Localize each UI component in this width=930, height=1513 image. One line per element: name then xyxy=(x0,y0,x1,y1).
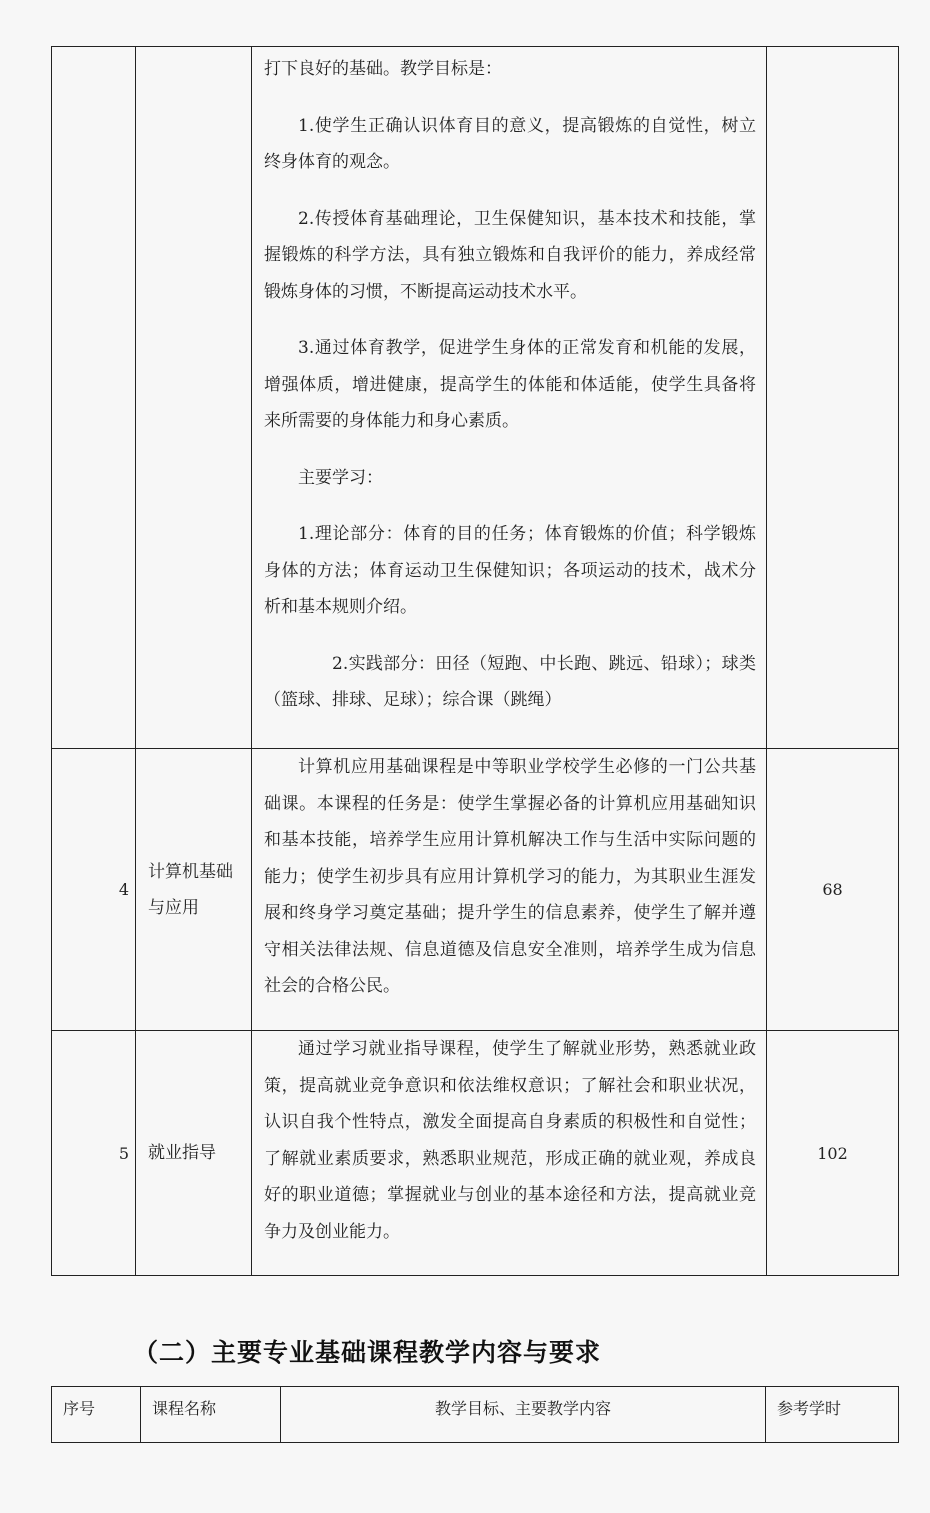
header-content: 教学目标、主要教学内容 xyxy=(281,1387,766,1443)
course-name: 就业指导 xyxy=(136,1031,252,1276)
row-number xyxy=(52,47,136,749)
content-paragraph: 通过学习就业指导课程，使学生了解就业形势，熟悉就业政策，提高就业竞争意识和依法维权意识；了解社会和职业状况，认识自我个性特点，激发全面提高自身素质的积极性和自觉性；了解就业素质要求，熟悉职业规范，形成正确的就业观，养成良好的职业道德；掌握就业与创业的基本途径和方法，提高就业竞争力及创业能力。 xyxy=(264,1039,756,1242)
table-header-row xyxy=(52,1387,899,1443)
table-row xyxy=(52,47,899,749)
content-paragraph: 打下良好的基础。教学目标是： xyxy=(264,59,502,79)
course-content xyxy=(252,749,767,1031)
reference-hours: 102 xyxy=(767,1031,899,1276)
section-heading: （二）主要专业基础课程教学内容与要求 xyxy=(133,1338,602,1367)
content-paragraph: 3.通过体育教学，促进学生身体的正常发育和机能的发展，增强体质，增进健康，提高学生的体能和体适能，使学生具备将来所需要的身体能力和身心素质。 xyxy=(264,338,756,431)
course-name xyxy=(136,47,252,749)
course-table-public xyxy=(51,46,899,1276)
content-paragraph: 2.传授体育基础理论，卫生保健知识，基本技术和技能，掌握锻炼的科学方法，具有独立锻炼和自我评价的能力，养成经常锻炼身体的习惯，不断提高运动技术水平。 xyxy=(264,208,756,302)
row-number: 5 xyxy=(52,1031,136,1276)
reference-hours xyxy=(767,47,899,749)
course-content xyxy=(252,47,767,749)
header-number: 序号 xyxy=(52,1387,141,1443)
content-paragraph: 1.理论部分：体育的目的任务；体育锻炼的价值；科学锻炼身体的方法；体育运动卫生保健知识；各项运动的技术，战术分析和基本规则介绍。 xyxy=(264,524,756,617)
course-content xyxy=(252,1031,767,1276)
content-paragraph: 计算机应用基础课程是中等职业学校学生必修的一门公共基础课。本课程的任务是：使学生掌握必备的计算机应用基础知识和基本技能，培养学生应用计算机解决工作与生活中实际问题的能力；使学生初步具有应用计算机学习的能力，为其职业生涯发展和终身学习奠定基础；提升学生的信息素养，使学生了解并遵守相关法律法规、信息道德及信息安全准则，培养学生成为信息社会的合格公民。 xyxy=(264,757,756,996)
course-table-professional xyxy=(51,1386,899,1443)
course-name: 计算机基础与应用 xyxy=(136,749,252,1031)
content-paragraph: 2.实践部分：田径（短跑、中长跑、跳远、铅球）；球类（篮球、排球、足球）；综合课（跳绳） xyxy=(264,653,756,710)
header-hours: 参考学时 xyxy=(766,1387,899,1443)
content-paragraph: 主要学习： xyxy=(298,467,383,488)
reference-hours: 68 xyxy=(767,749,899,1031)
header-course-name: 课程名称 xyxy=(141,1387,281,1443)
table-row xyxy=(52,1031,899,1276)
row-number: 4 xyxy=(52,749,136,1031)
table-row xyxy=(52,749,899,1031)
content-paragraph: 1.使学生正确认识体育目的意义，提高锻炼的自觉性，树立终身体育的观念。 xyxy=(264,115,756,172)
